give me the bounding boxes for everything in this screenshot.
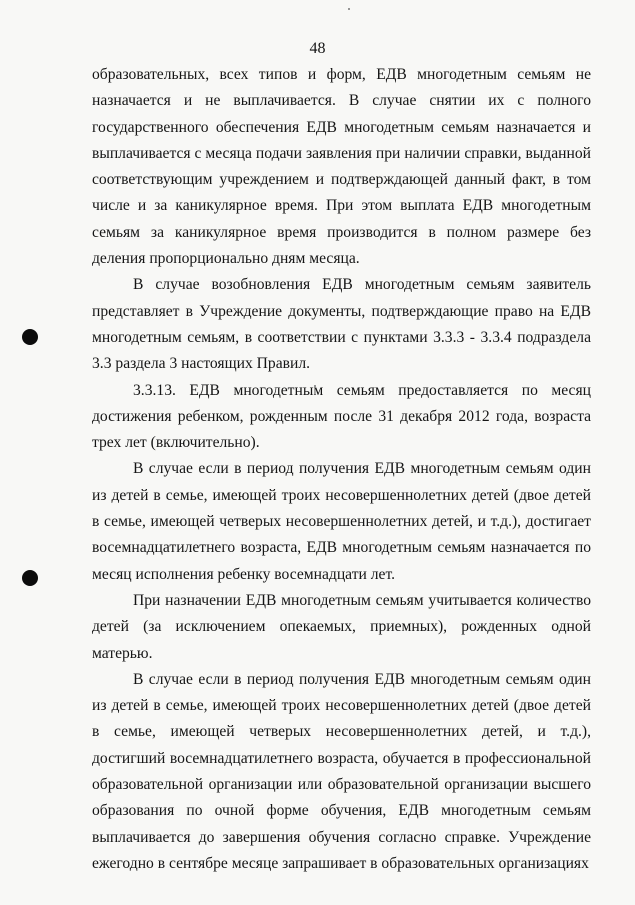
punch-hole-upper [22, 329, 38, 345]
paragraph-age-eighteen: В случае если в период получения ЕДВ многодетным семьям один из детей в семье, имеющей троих несовершеннолетних детей (двое детей в семье, имеющей четверых несовершеннолетних детей, и т.д.), достигает восемнадцатилетнего возраста, ЕДВ многодетным семьям назначается по месяц исполнения ребенку восемнадцати лет. [92, 460, 591, 583]
paragraph-children-count: При назначении ЕДВ многодетным семьям учитывается количество детей (за исключением опекаемых, приемных), рожденных одной матерью. [92, 591, 591, 662]
punch-hole-lower [22, 570, 38, 586]
scan-speck [348, 8, 350, 10]
paragraph-clause-3-3-13: 3.3.13. ЕДВ многодетным семьям предоставляется по месяц достижения ребенком, рожденным после 31 декабря 2012 года, возраста трех лет (включительно). [92, 381, 591, 452]
document-body [92, 62, 591, 877]
paragraph-resumption: В случае возобновления ЕДВ многодетным семьям заявитель представляет в Учреждение документы, подтверждающие право на ЕДВ многодетным семьям, в соответствии с пунктами 3.3.3 - 3.3.4 подраздела 3.3 раздела 3 настоящих Правил. [92, 276, 591, 373]
page-number: 48 [309, 40, 326, 57]
paragraph-continued: образовательных, всех типов и форм, ЕДВ многодетным семьям не назначается и не выплачивается. В случае снятии их с полного государственного обеспечения ЕДВ многодетным семьям назначается и выплачивается с месяца подачи заявления при наличии справки, выданной соответствующим учреждением и подтверждающей данный факт, в том числе и за каникулярное время. При этом выплата ЕДВ многодетным семьям за каникулярное время производится в полном размере без деления пропорционально дням месяца. [92, 66, 591, 268]
paragraph-education: В случае если в период получения ЕДВ многодетным семьям один из детей в семье, имеющей троих несовершеннолетних детей (двое детей в семье, имеющей четверых несовершеннолетних детей, и т.д.), достигший восемнадцатилетнего возраста, обучается в профессиональной образовательной организации или образовательной организации высшего образования по очной форме обучения, ЕДВ многодетным семьям выплачивается до завершения обучения согласно справке. Учреждение ежегодно в сентябре месяце запрашивает в образовательных организациях [92, 670, 591, 872]
